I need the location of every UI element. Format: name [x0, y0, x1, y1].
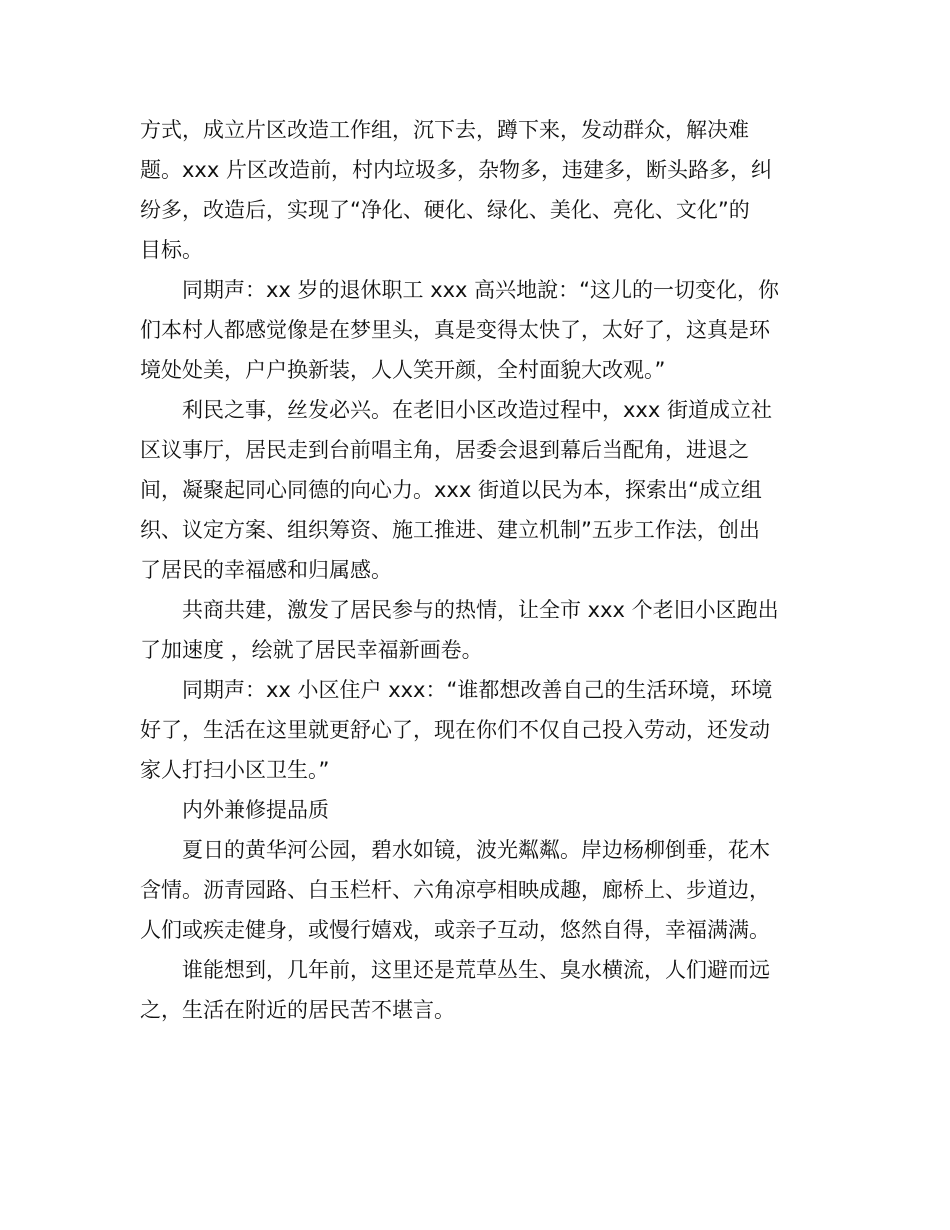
paragraph-start-line: 同期声：xx 岁的退休职工 xxx 高兴地說：“这儿的一切变化，你 — [182, 278, 780, 302]
text-line: 人们或疾走健身，或慢行嬉戏，或亲子互动，悠然自得，幸福满满。 — [140, 918, 770, 942]
text-line: 含情。沥青园路、白玉栏杆、六角凉亭相映成趣，廊桥上、步道边， — [140, 878, 770, 902]
text-line: 之，生活在附近的居民苦不堪言。 — [140, 998, 455, 1022]
text-line: 纷多，改造后，实现了“净化、硬化、绿化、美化、亮化、文化”的 — [140, 198, 750, 222]
text-line: 区议事厅，居民走到台前唱主角，居委会退到幕后当配角，进退之 — [140, 438, 749, 462]
paragraph-start-line: 谁能想到，几年前，这里还是荒草丛生、臭水横流，人们避而远 — [182, 958, 770, 982]
text-line: 题。xxx 片区改造前，村内垃圾多，杂物多，违建多，断头路多，纠 — [140, 158, 772, 182]
text-line: 了居民的幸福感和归属感。 — [140, 558, 392, 582]
paragraph-start-line: 夏日的黄华河公园，碧水如镜，波光粼粼。岸边杨柳倒垂，花木 — [182, 838, 770, 862]
text-line: 织、议定方案、组织筹资、施工推进、建立机制”五步工作法，创出 — [140, 518, 760, 542]
text-line: 境处处美，户户换新装，人人笑开颜，全村面貌大改观。” — [140, 358, 666, 382]
text-line: 好了，生活在这里就更舒心了，现在你们不仅自己投入劳动，还发动 — [140, 718, 770, 742]
paragraph-start-line: 共商共建，激发了居民参与的热情，让全市 xxx 个老旧小区跑出 — [182, 598, 779, 622]
text-line: 目标。 — [140, 238, 203, 262]
text-line: 方式，成立片区改造工作组，沉下去，蹲下来，发动群众，解决难 — [140, 118, 749, 142]
text-line: 们本村人都感觉像是在梦里头，真是变得太快了，太好了，这真是环 — [140, 318, 770, 342]
paragraph-start-line: 同期声：xx 小区住户 xxx：“谁都想改善自己的生活环境，环境 — [182, 678, 773, 702]
paragraph-start-line: 利民之事，丝发必兴。在老旧小区改造过程中，xxx 街道成立社 — [182, 398, 772, 422]
text-line: 家人打扫小区卫生。” — [140, 758, 330, 782]
text-line: 了加速度 ，绘就了居民幸福新画卷。 — [140, 638, 483, 662]
section-heading: 内外兼修提品质 — [182, 798, 329, 822]
document-body — [140, 110, 810, 1030]
text-line: 间，凝聚起同心同德的向心力。xxx 街道以民为本，探索出“成立组 — [140, 478, 762, 502]
